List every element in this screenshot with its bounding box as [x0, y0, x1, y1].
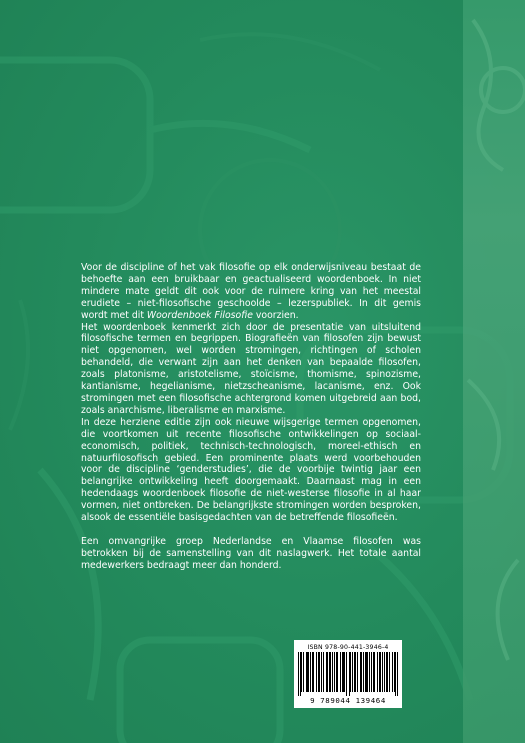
- barcode-bar: [332, 652, 333, 692]
- barcode-bar: [340, 652, 341, 692]
- barcode-bar: [379, 652, 380, 692]
- isbn-label: ISBN 978-90-441-3946-4: [307, 644, 389, 651]
- barcode-bar: [298, 652, 299, 696]
- barcode-bar: [395, 652, 396, 696]
- barcode-bar: [371, 652, 372, 692]
- barcode-bar: [350, 652, 351, 692]
- barcode-bar: [349, 652, 350, 696]
- barcode-bar: [374, 652, 375, 692]
- barcode-bar: [300, 652, 301, 696]
- blurb-text: Voor de discipline of het vak filosofie op elk onderwijsniveau bestaat de behoefte aan een bruikbaar en geactualiseerd woordenboek. In niet mindere mate geldt dit ook voor de ruimere kring van het meestal erudiete – niet-filosofische geschoolde – lezerspubliek. In dit gemis wordt met dit: [81, 262, 421, 321]
- barcode-bar: [357, 652, 358, 692]
- barcode-bar: [334, 652, 335, 692]
- barcode-bar: [313, 652, 314, 692]
- barcode-bar: [319, 652, 320, 692]
- back-cover-blurb: [81, 262, 421, 572]
- blurb-paragraph-4: Een omvangrijke groep Nederlandse en Vlaamse filosofen was betrokken bij de samenstelling van dit naslagwerk. Het totale aantal medewerkers bedraagt meer dan honderd.: [81, 535, 421, 571]
- barcode-bar: [346, 652, 347, 696]
- barcode-bar: [387, 652, 388, 692]
- barcode-bar: [306, 652, 307, 692]
- book-title-italic: Woordenboek Filosofie: [146, 309, 253, 321]
- barcode-bar: [397, 652, 398, 696]
- barcode-bar: [330, 652, 331, 692]
- barcode-bar: [380, 652, 381, 692]
- barcode-bar: [343, 652, 344, 692]
- isbn-barcode: [294, 640, 402, 708]
- barcode-bars: [298, 652, 398, 696]
- barcode-bar: [327, 652, 328, 692]
- barcode-bar: [312, 652, 313, 692]
- blurb-paragraph-2: Het woordenboek kenmerkt zich door de presentatie van uitsluitend filosofische termen en begrippen. Biografieën van filosofen zijn bewust niet opgenomen, wel worden stromingen, richtingen of scholen behandeld, die verwant zijn aan het denken van bepaalde filosofen, zoals platonisme, aristotelisme, stoïcisme, thomisme, spinozisme, kantianisme, hegelianisme, nietzscheanisme, lacanisme, enz. Ook stromingen met een filosofische achtergrond komen uitgebreid aan bod, zoals anarchisme, liberalisme en marxisme.: [81, 321, 421, 416]
- blurb-paragraph-1: [81, 262, 421, 322]
- barcode-bar: [323, 652, 324, 692]
- barcode-bar: [389, 652, 390, 692]
- barcode-bar: [386, 652, 387, 692]
- blurb-text: voorzien.: [252, 309, 299, 321]
- barcode-bar: [342, 652, 343, 692]
- barcode-bar: [316, 652, 317, 692]
- barcode-digits: 9 789044 139464: [310, 696, 386, 705]
- barcode-bar: [355, 652, 356, 692]
- barcode-bar: [363, 652, 364, 692]
- barcode-bar: [384, 652, 385, 692]
- barcode-bar: [329, 652, 330, 692]
- barcode-bar: [366, 652, 367, 692]
- barcode-bar: [365, 652, 366, 692]
- barcode-bar: [352, 652, 353, 692]
- barcode-bar: [373, 652, 374, 692]
- barcode-bar: [369, 652, 370, 692]
- barcode-bar: [367, 652, 368, 692]
- right-side-panel: [463, 0, 525, 743]
- barcode-bar: [308, 652, 309, 692]
- barcode-bar: [301, 652, 302, 692]
- barcode-bar: [303, 652, 304, 692]
- barcode-bar: [377, 652, 378, 692]
- blurb-paragraph-3: In deze herziene editie zijn ook nieuwe wijsgerige termen opgenomen, die voortkomen uit recente filosofische ontwikkelingen op sociaal-economisch, politiek, technisch-technologisch, moreel-ethisch en natuurfilosofisch gebied. Een prominente plaats werd voorbehouden voor de discipline ‘genderstudies’, die de voorbije twintig jaar een belangrijke ontwikkeling heeft doorgemaakt. Daarnaast mag in een hedendaags woordenboek filosofie de niet-westerse filosofie in al haar vormen, niet ontbreken. De belangrijkste stromingen worden besproken, alsook de essentiële basisgedachten van de betreffende filosofieën.: [81, 416, 421, 524]
- barcode-bar: [394, 652, 395, 692]
- barcode-bar: [344, 652, 345, 692]
- barcode-bar: [382, 652, 383, 692]
- barcode-bar: [354, 652, 355, 692]
- barcode-bar: [392, 652, 393, 692]
- spine-ornament: [463, 0, 525, 743]
- barcode-bar: [310, 652, 311, 692]
- barcode-bar: [360, 652, 361, 692]
- barcode-bar: [321, 652, 322, 692]
- barcode-bar: [307, 652, 308, 692]
- barcode-bar: [318, 652, 319, 692]
- barcode-bar: [336, 652, 337, 692]
- barcode-bar: [326, 652, 327, 692]
- barcode-bar: [337, 652, 338, 692]
- barcode-bar: [361, 652, 362, 692]
